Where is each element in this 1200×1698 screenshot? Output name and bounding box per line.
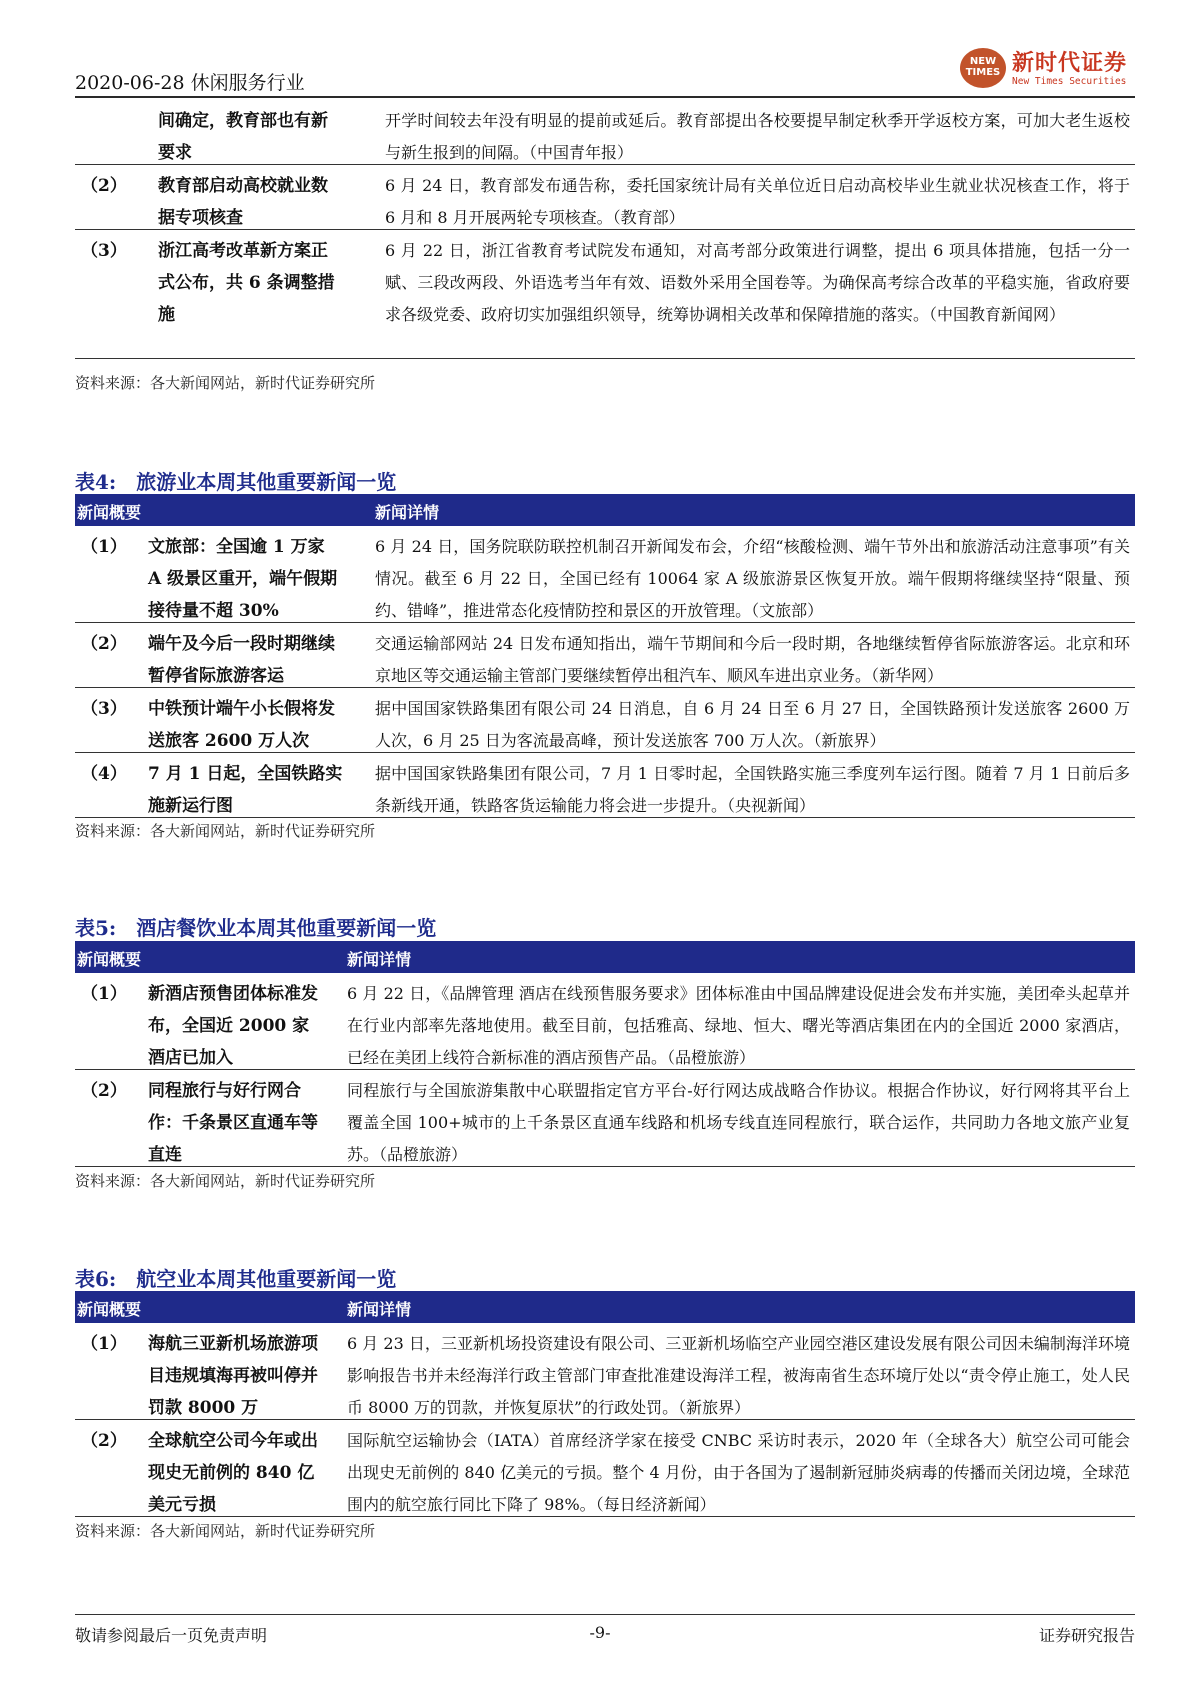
table6-header — [75, 1291, 1135, 1323]
row-number: （2） — [81, 1081, 127, 1101]
table4 — [75, 494, 1135, 818]
row-detail: 同程旅行与全国旅游集散中心联盟指定官方平台-好行网达成战略合作协议。根据合作协议，好行网将其平台上覆盖全国 100+城市的上千条景区直通车线路和机场专线直连同程旅行，联合运作，共同助力各地文旅产业复苏。（品橙旅游） — [347, 1081, 1130, 1164]
table4-title: 表4: 旅游业本周其他重要新闻一览 — [75, 470, 397, 494]
table-row — [75, 973, 1135, 1070]
row-summary: 浙江高考改革新方案正式公布，共 6 条调整措施 — [158, 241, 335, 325]
row-detail: 交通运输部网站 24 日发布通知指出，端午节期间和今后一段时期，各地继续暂停省际旅游客运。北京和环京地区等交通运输主管部门要继续暂停出租汽车、顺风车进出京业务。（新华网） — [375, 634, 1130, 685]
table-row — [75, 100, 1135, 165]
row-number: （1） — [81, 537, 127, 557]
row-number: （2） — [81, 634, 127, 654]
col-summary-header: 新闻概要 — [77, 503, 142, 522]
logo-mark-icon: NEW TIMES — [960, 48, 1006, 88]
row-summary: 文旅部：全国逾 1 万家 A 级景区重开，端午假期接待量不超 30% — [148, 537, 338, 621]
col-detail-header: 新闻详情 — [375, 503, 440, 522]
header-date-industry: 2020-06-28 休闲服务行业 — [75, 72, 305, 94]
table-row — [75, 753, 1135, 818]
table-row — [75, 526, 1135, 623]
row-summary: 7 月 1 日起，全国铁路实施新运行图 — [148, 764, 343, 816]
row-detail: 开学时间较去年没有明显的提前或延后。教育部提出各校要提早制定秋季开学返校方案，可加大老生返校与新生报到的间隔。（中国青年报） — [385, 111, 1130, 162]
footer-report-type: 证券研究报告 — [1038, 1626, 1135, 1645]
table-row — [75, 688, 1135, 753]
row-number: （4） — [81, 764, 127, 784]
source-note: 资料来源：各大新闻网站，新时代证券研究所 — [75, 1522, 376, 1540]
table6-title: 表6: 航空业本周其他重要新闻一览 — [75, 1267, 397, 1291]
table-row — [75, 1070, 1135, 1167]
table6 — [75, 1291, 1135, 1517]
logo-english-name: New Times Securities — [1012, 76, 1127, 87]
header-divider — [75, 96, 1135, 98]
row-detail: 据中国国家铁路集团有限公司，7 月 1 日零时起，全国铁路实施三季度列车运行图。随着 7 月 1 日前后多条新线开通，铁路客货运输能力将会进一步提升。（央视新闻） — [375, 764, 1130, 815]
table5-header — [75, 941, 1135, 973]
row-detail: 6 月 24 日，国务院联防联控机制召开新闻发布会，介绍“核酸检测、端午节外出和旅游活动注意事项”有关情况。截至 6 月 22 日，全国已经有 10064 家 A 级旅游景区恢复开放。端午假期将继续坚持“限量、预约、错峰”，推进常态化疫情防控和景区的开放管理。（文旅部） — [375, 537, 1130, 620]
row-number: （3） — [81, 699, 127, 719]
row-detail: 6 月 23 日，三亚新机场投资建设有限公司、三亚新机场临空产业园空港区建设发展有限公司因未编制海洋环境影响报告书并未经海洋行政主管部门审查批准建设海洋工程，被海南省生态环境厅处以“责令停止施工，处人民币 8000 万的罚款，并恢复原状”的行政处罚。（新旅界） — [347, 1334, 1130, 1417]
row-summary: 端午及今后一段时期继续暂停省际旅游客运 — [148, 634, 335, 686]
row-number: （3） — [81, 241, 127, 261]
footer-disclaimer: 敬请参阅最后一页免责声明 — [75, 1626, 268, 1645]
row-summary: 全球航空公司今年或出现史无前例的 840 亿美元亏损 — [148, 1431, 318, 1515]
row-detail: 国际航空运输协会（IATA）首席经济学家在接受 CNBC 采访时表示，2020 年（全球各大）航空公司可能会出现史无前例的 840 亿美元的亏损。整个 4 月份，由于各国为了遏制新冠肺炎病毒的传播而关闭边境，全球范围内的航空旅行同比下降了 98%。（每日经济新闻） — [347, 1431, 1130, 1514]
row-detail: 据中国国家铁路集团有限公司 24 日消息，自 6 月 24 日至 6 月 27 日，全国铁路预计发送旅客 2600 万人次，6 月 25 日为客流最高峰，预计发送旅客 700 万人次。（新旅界） — [375, 699, 1130, 750]
row-summary: 中铁预计端午小长假将发送旅客 2600 万人次 — [148, 699, 335, 751]
table5 — [75, 941, 1135, 1167]
table-row — [75, 1323, 1135, 1420]
row-summary: 新酒店预售团体标准发布，全国近 2000 家酒店已加入 — [148, 984, 318, 1068]
table-row — [75, 623, 1135, 688]
row-detail: 6 月 22 日，浙江省教育考试院发布通知，对高考部分政策进行调整，提出 6 项具体措施，包括一分一赋、三段改两段、外语选考当年有效、语数外采用全国卷等。为确保高考综合改革的平稳实施，省政府要求各级党委、政府切实加强组织领导，统筹协调相关改革和保障措施的落实。（中国教育新闻网） — [385, 241, 1130, 324]
table-row — [75, 1420, 1135, 1517]
col-detail-header: 新闻详情 — [347, 1300, 412, 1319]
table5-title: 表5: 酒店餐饮业本周其他重要新闻一览 — [75, 916, 437, 940]
row-number: （1） — [81, 984, 127, 1004]
page-number: -9- — [589, 1623, 611, 1642]
row-summary: 同程旅行与好行网合作：千条景区直通车等直连 — [148, 1081, 318, 1165]
row-number: （2） — [81, 176, 127, 196]
footer-divider — [75, 1614, 1135, 1615]
col-detail-header: 新闻详情 — [347, 950, 412, 969]
col-summary-header: 新闻概要 — [77, 1300, 142, 1319]
row-detail: 6 月 22 日，《品牌管理 酒店在线预售服务要求》团体标准由中国品牌建设促进会发布并实施，美团牵头起草并在行业内部率先落地使用。截至目前，包括雅高、绿地、恒大、曙光等酒店集团在内的全国近 2000 家酒店，已经在美团上线符合新标准的酒店预售产品。（品橙旅游） — [347, 984, 1130, 1067]
col-summary-header: 新闻概要 — [77, 950, 142, 969]
row-number: （1） — [81, 1334, 127, 1354]
row-summary: 海航三亚新机场旅游项目违规填海再被叫停并罚款 8000 万 — [148, 1334, 318, 1418]
row-summary: 间确定，教育部也有新要求 — [158, 111, 328, 163]
table-row — [75, 165, 1135, 230]
row-summary: 教育部启动高校就业数据专项核查 — [158, 176, 328, 228]
source-note: 资料来源：各大新闻网站，新时代证券研究所 — [75, 822, 376, 840]
row-number: （2） — [81, 1431, 127, 1451]
table4-header — [75, 494, 1135, 526]
source-note: 资料来源：各大新闻网站，新时代证券研究所 — [75, 1172, 376, 1190]
source-note: 资料来源：各大新闻网站，新时代证券研究所 — [75, 374, 376, 392]
table-education-continued — [75, 100, 1135, 359]
company-logo — [960, 42, 1160, 92]
row-detail: 6 月 24 日，教育部发布通告称，委托国家统计局有关单位近日启动高校毕业生就业状况核查工作，将于 6 月和 8 月开展两轮专项核查。（教育部） — [385, 176, 1130, 227]
table-row — [75, 230, 1135, 359]
logo-chinese-name: 新时代证券 — [1012, 51, 1128, 76]
